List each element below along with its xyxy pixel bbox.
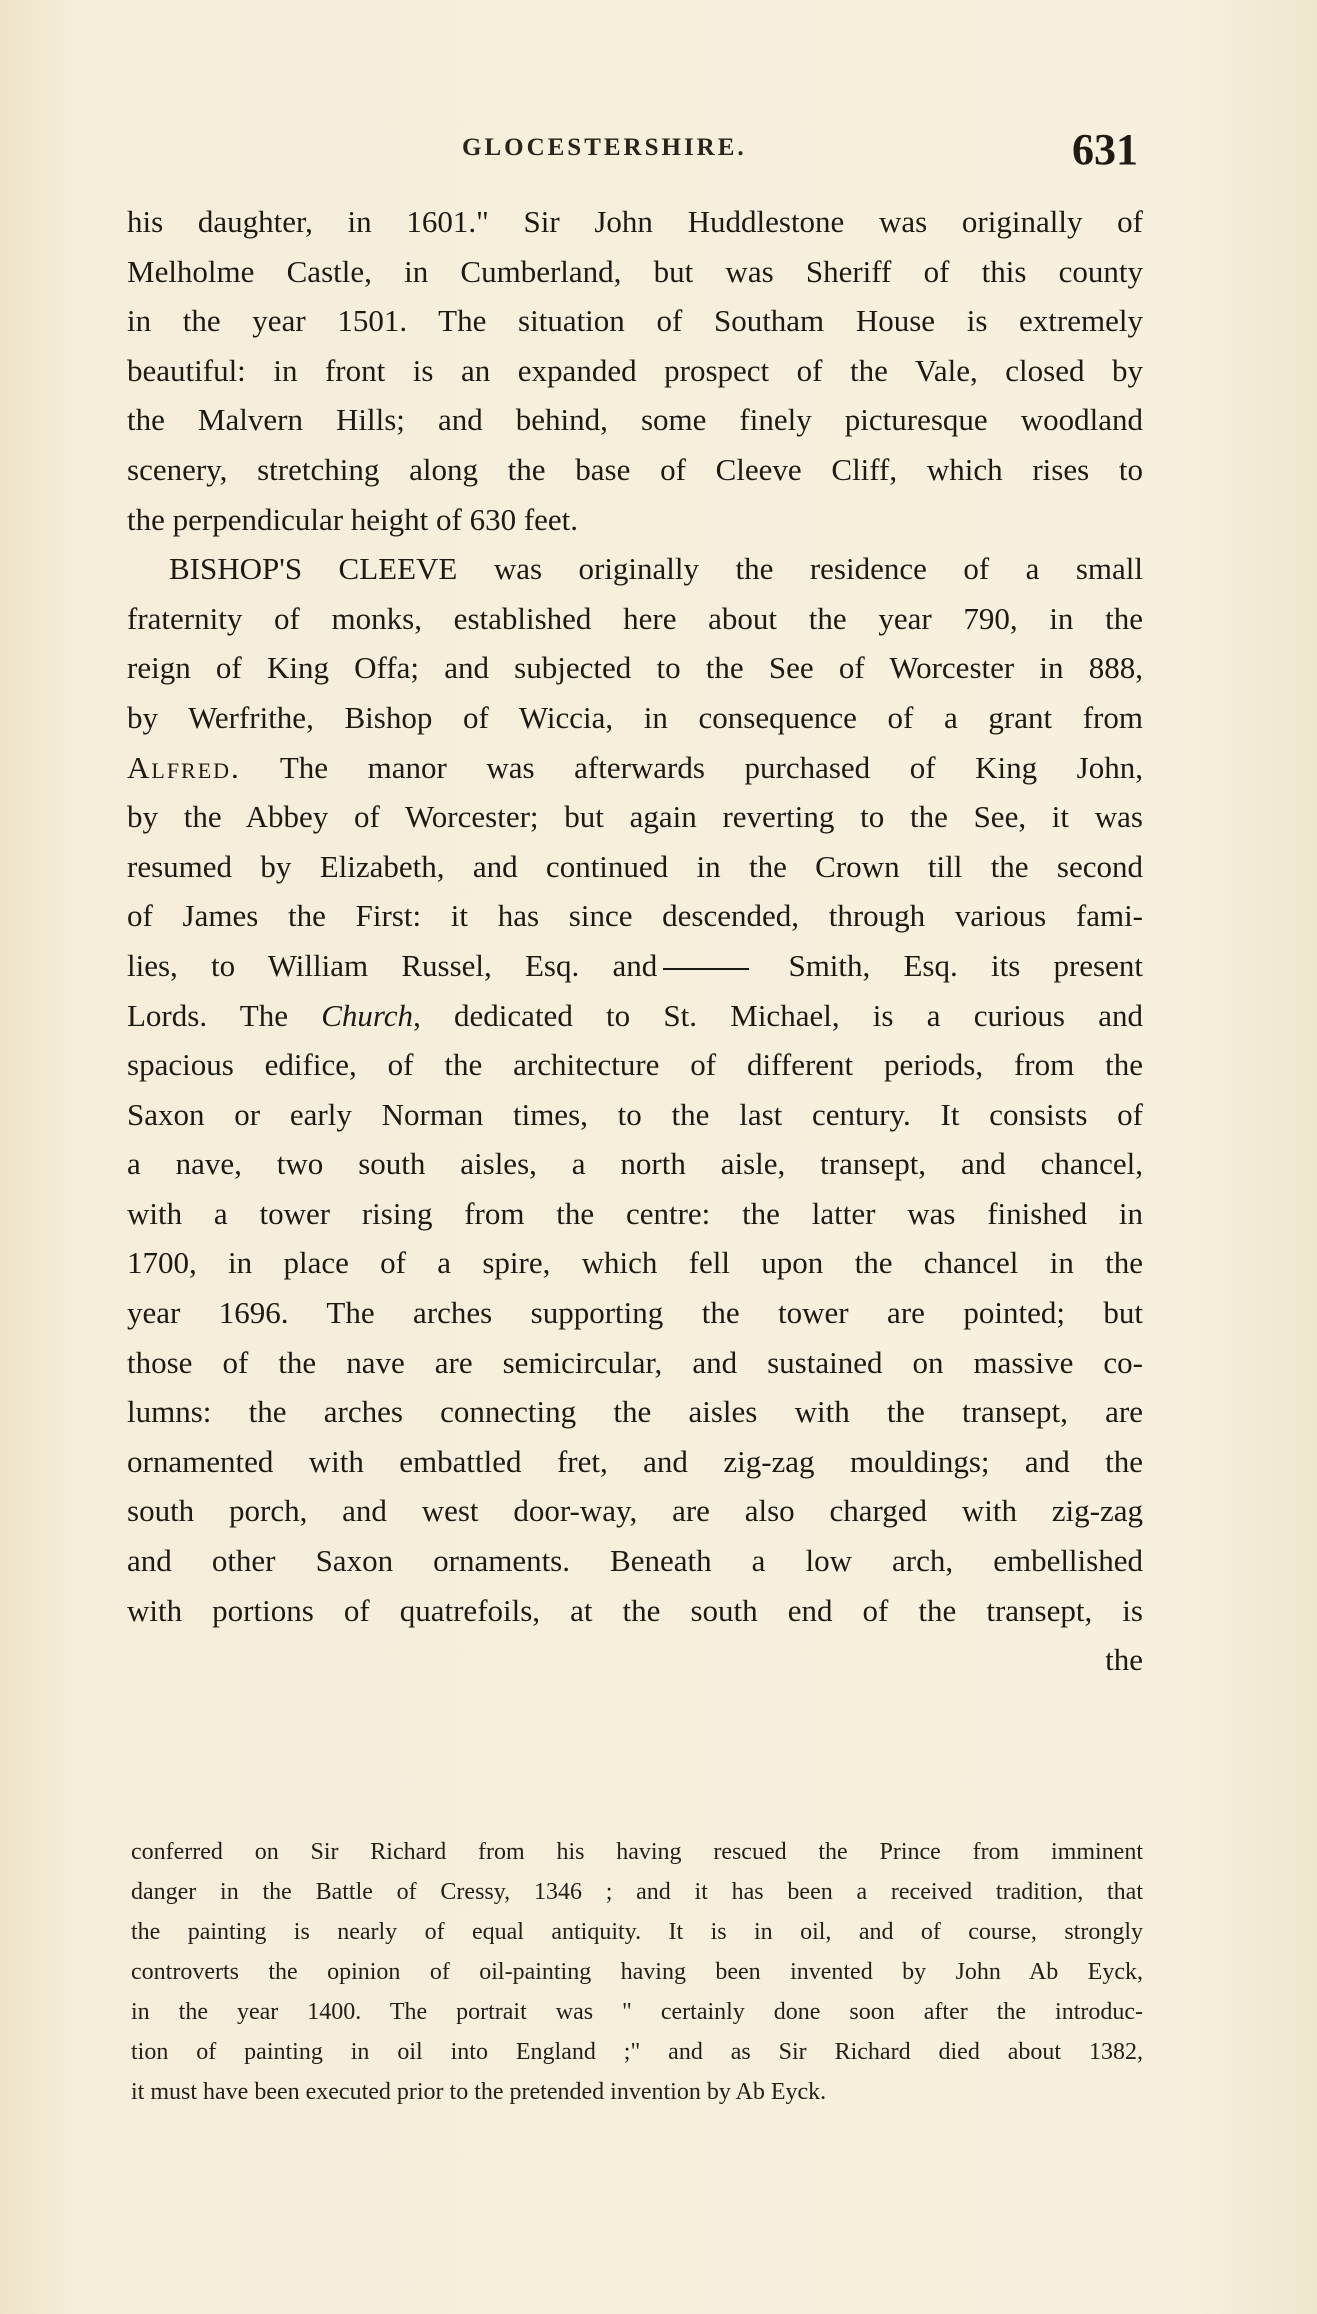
- catchword: the: [1105, 1642, 1143, 1678]
- text-line: of James the First: it has since descended, through various fami-: [127, 898, 1143, 934]
- page-number: 631: [1072, 125, 1138, 174]
- text-line: lumns: the arches connecting the aisles with the transept, are: [127, 1394, 1143, 1430]
- text-line: scenery, stretching along the base of Cleeve Cliff, which rises to: [127, 451, 1143, 487]
- footnote-line: conferred on Sir Richard from his having rescued the Prince from imminent: [131, 1839, 1143, 1865]
- text-segment: , dedicated to St. Michael, is a curious and: [413, 997, 1143, 1033]
- text-segment: lies, to William Russel, Esq. and: [127, 947, 658, 983]
- text-line: a nave, two south aisles, a north aisle, transept, and chancel,: [127, 1146, 1143, 1182]
- text-line: by the Abbey of Worcester; but again reverting to the See, it was: [127, 799, 1143, 835]
- running-head: GLOCESTERSHIRE.: [462, 134, 747, 161]
- text-line: year 1696. The arches supporting the tower are pointed; but: [127, 1295, 1143, 1331]
- footnote-line: it must have been executed prior to the pretended invention by Ab Eyck.: [131, 2079, 827, 2105]
- text-line: those of the nave are semicircular, and sustained on massive co-: [127, 1344, 1143, 1380]
- text-line: by Werfrithe, Bishop of Wiccia, in consequence of a grant from: [127, 699, 1143, 735]
- text-line: with a tower rising from the centre: the latter was finished in: [127, 1195, 1143, 1231]
- text-line: 1700, in place of a spire, which fell upon the chancel in the: [127, 1245, 1143, 1281]
- text-line: fraternity of monks, established here about the year 790, in the: [127, 600, 1143, 636]
- footnote-line: controverts the opinion of oil-painting having been invented by John Ab Eyck,: [131, 1959, 1143, 1985]
- footnote-line: in the year 1400. The portrait was " certainly done soon after the introduc-: [131, 1999, 1143, 2025]
- text-segment: Lords. The: [127, 997, 322, 1033]
- text-line: the perpendicular height of 630 feet.: [127, 501, 579, 537]
- text-line: [127, 991, 1143, 1041]
- italic-church: Church: [321, 997, 414, 1033]
- text-line: spacious edifice, of the architecture of different periods, from the: [127, 1047, 1143, 1083]
- text-line: Saxon or early Norman times, to the last century. It consists of: [127, 1096, 1143, 1132]
- text-line: [127, 743, 1143, 793]
- text-line: in the year 1501. The situation of Southam House is extremely: [127, 303, 1143, 339]
- text-line: and other Saxon ornaments. Beneath a low arch, embellished: [127, 1543, 1143, 1579]
- text-line: his daughter, in 1601." Sir John Huddlestone was originally of: [127, 204, 1143, 239]
- text-line: with portions of quatrefoils, at the south end of the transept, is: [127, 1592, 1143, 1628]
- footnotes: [131, 1832, 1143, 2112]
- text-line: ornamented with embattled fret, and zig-zag mouldings; and the: [127, 1443, 1143, 1479]
- text-line: [127, 941, 1143, 991]
- name-alfred: Alfred.: [127, 749, 241, 785]
- footnote-line: danger in the Battle of Cressy, 1346 ; and it has been a received tradition, that: [131, 1879, 1143, 1905]
- footnote-line: the painting is nearly of equal antiquity. It is in oil, and of course, strongly: [131, 1919, 1143, 1945]
- paragraph-start-line: BISHOP'S CLEEVE was originally the residence of a small: [169, 551, 1143, 587]
- blank-dash: [663, 968, 749, 970]
- footnote-line: tion of painting in oil into England ;" and as Sir Richard died about 1382,: [131, 2039, 1143, 2065]
- text-line: the Malvern Hills; and behind, some finely picturesque woodland: [127, 402, 1143, 438]
- text-segment: Smith, Esq. its present: [755, 947, 1143, 983]
- text-line: resumed by Elizabeth, and continued in the Crown till the second: [127, 848, 1143, 884]
- main-text: [127, 197, 1143, 1685]
- text-line: beautiful: in front is an expanded prospect of the Vale, closed by: [127, 352, 1143, 388]
- text-line: south porch, and west door-way, are also charged with zig-zag: [127, 1493, 1143, 1529]
- page-header: [0, 125, 1317, 174]
- text-line: Melholme Castle, in Cumberland, but was Sheriff of this county: [127, 253, 1143, 289]
- text-segment: The manor was afterwards purchased of King John,: [240, 749, 1143, 785]
- text-line: reign of King Offa; and subjected to the See of Worcester in 888,: [127, 650, 1143, 686]
